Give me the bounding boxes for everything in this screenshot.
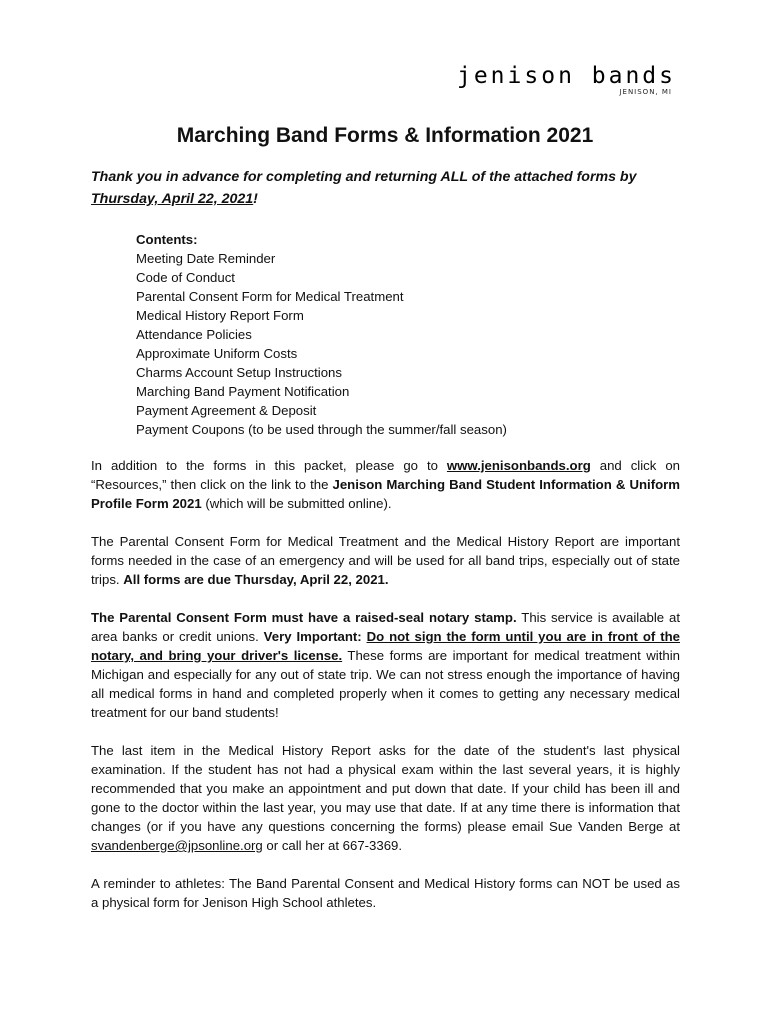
intro-paragraph: [91, 166, 691, 210]
contents-item: Payment Coupons (to be used through the summer/fall season): [136, 422, 507, 437]
due-date: Thursday, April 22, 2021: [91, 191, 254, 207]
jenison-bands-logo: [457, 64, 676, 96]
p3-important-label: Very Important:: [263, 629, 367, 644]
p1-text-b: and click on “Resources,” then click on the link to the: [91, 458, 680, 492]
contents-item: Code of Conduct: [136, 270, 235, 285]
contents-item: Medical History Report Form: [136, 308, 304, 323]
contents-item: Payment Agreement & Deposit: [136, 403, 317, 418]
p3-text-b: These forms are important for medical treatment within Michigan and especially for any out of state trip. We can not stress enough the importance of having all medical forms in hand and completed properly when it comes to getting any necessary medical treatment for our band students!: [91, 648, 680, 720]
contents-item: Attendance Policies: [136, 327, 252, 342]
logo-wordmark: jenison bands: [456, 63, 676, 89]
contents-item: Approximate Uniform Costs: [136, 346, 298, 361]
p1-form-name: Jenison Marching Band Student Information & Uniform Profile Form 2021: [91, 477, 681, 511]
contents-item: Meeting Date Reminder: [136, 251, 276, 266]
website-link[interactable]: www.jenisonbands.org: [446, 458, 591, 473]
physical-exam-paragraph: [91, 741, 680, 855]
contents-list: [136, 230, 656, 439]
notary-paragraph: [91, 608, 680, 722]
p1-text-c: (which will be submitted online).: [201, 496, 392, 511]
p3-notary-warning: Do not sign the form until you are in front of the notary, and bring your driver's license.: [91, 629, 680, 663]
contents-item: Charms Account Setup Instructions: [136, 365, 342, 380]
p4-text-a: The last item in the Medical History Report asks for the date of the student's last physical examination. If the student has not had a physical exam within the last several years, it is highly recommended that you make an appointment and put down that date. If your child has been ill and gone to the doctor within the last year, you may use that date. If at any time there is information that changes (or if you have any questions concerning the forms) please email Sue Vanden Berge at: [91, 743, 680, 834]
contents-item: Parental Consent Form for Medical Treatment: [136, 289, 404, 304]
page-title: Marching Band Forms & Information 2021: [176, 124, 594, 147]
contents-heading: Contents:: [136, 232, 198, 247]
p1-text-a: In addition to the forms in this packet, please go to: [91, 458, 447, 473]
contents-items: [136, 249, 656, 439]
website-paragraph: [91, 456, 680, 513]
forms-importance-paragraph: [91, 532, 680, 589]
intro-end: !: [253, 191, 258, 207]
email-link[interactable]: svandenberge@jpsonline.org: [91, 838, 263, 853]
intro-text: Thank you in advance for completing and returning ALL of the attached forms by: [91, 169, 637, 185]
p5-text: A reminder to athletes: The Band Parental Consent and Medical History forms can NOT be used as a physical form for Jenison High School athletes.: [91, 876, 680, 910]
athletes-reminder-paragraph: [91, 874, 680, 912]
p2-due-notice: All forms are due Thursday, April 22, 2021.: [123, 572, 389, 587]
p3-text-a: This service is available at area banks or credit unions.: [91, 610, 680, 644]
logo-location: JENISON, MI: [619, 88, 672, 96]
p3-notary-requirement: The Parental Consent Form must have a raised-seal notary stamp.: [91, 610, 517, 625]
contents-item: Marching Band Payment Notification: [136, 384, 350, 399]
p4-text-b: or call her at 667-3369.: [262, 838, 403, 853]
p2-text: The Parental Consent Form for Medical Treatment and the Medical History Report are important forms needed in the case of an emergency and will be used for all band trips, especially out of state trips.: [91, 534, 680, 587]
